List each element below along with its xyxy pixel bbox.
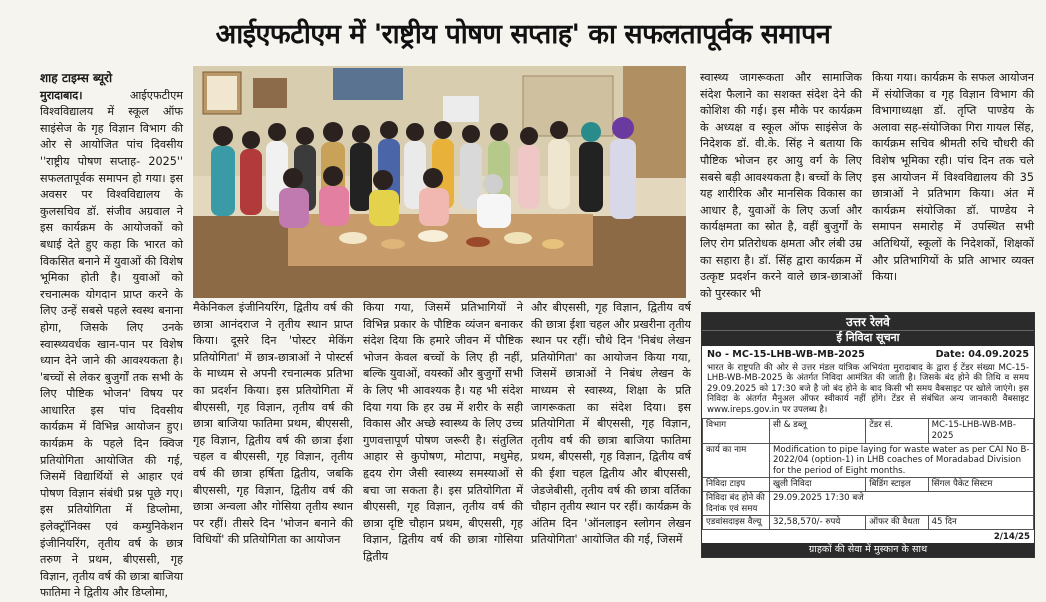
- table-row: [703, 492, 1034, 516]
- article-column-2: [193, 300, 353, 558]
- table-cell: ऑफर की वैधता: [866, 516, 928, 530]
- table-cell: खुली निविदा: [769, 478, 865, 492]
- dateline: मुरादाबाद।: [40, 88, 83, 102]
- table-cell: Modification to pipe laying for waste water as per CAI No B-2022/04 (option-1) in LHB coaches of Moradabad Division for the period of Eight months.: [769, 443, 1033, 478]
- event-photo: [193, 66, 686, 298]
- notice-table: [702, 418, 1034, 529]
- column-1-text: आईएफटीएम विश्वविद्यालय में स्कूल ऑफ साइंसेज के गृह विज्ञान विभाग की ओर से आयोजित पांच दिवसीय ''राष्ट्रीय पोषण सप्ताह- 2025'' सफलतापूर्वक समापन हो गया। इस अवसर पर विश्वविद्यालय के कुलसचिव डॉ. संजीव अग्रवाल ने इस कार्यक्रम के आयोजकों को बधाई देते हुए कहा कि भारत को विकसित बनाने में युवाओं की विशेष भूमिका होती है। युवाओं को रचनात्मक योगदान प्राप्त करने के लिए उन्हें सबसे पहले स्वस्थ बनाना होगा, जिसके लिए उनके स्वास्थ्यवर्धक खान-पान पर विशेष ध्यान देने जाने की आवश्यकता है। 'बच्चों से लेकर बुजुर्गों तक सभी के लिए पौष्टिक भोजन' विषय पर आधारित इस पांच दिवसीय कार्यक्रम में विभिन्न आयोजन हुए। कार्यक्रम के पहले दिन क्विज प्रतियोगिता आयोजित की गई, जिसमें विद्यार्थियों से आहार एवं पोषण विज्ञान संबंधी प्रश्न पूछे गए। इस प्रतियोगिता में डिप्लोमा, इलेक्ट्रॉनिक्स एवं कम्युनिकेशन इंजीनियरिंग, तृतीय वर्ष के छात्र तरुण ने प्रथम, बीएससी, गृह विज्ञान, तृतीय वर्ष की छात्रा बाजिया फातिमा ने द्वितीय और डिप्लोमा,: [40, 88, 183, 600]
- table-row: [703, 443, 1034, 478]
- table-row: [703, 478, 1034, 492]
- article-column-3: [363, 300, 523, 563]
- table-cell: निविदा टाइप: [703, 478, 770, 492]
- table-cell: 32,58,570/- रुपये: [769, 516, 865, 530]
- table-cell: 29.09.2025 17:30 बजे: [769, 492, 1033, 516]
- column-5-text: स्वास्थ्य जागरूकता और सामाजिक संदेश फैलाने का सशक्त संदेश देने की कोशिश की गई। इस मौके पर कार्यक्रम के अध्यक्ष व स्कूल ऑफ साइंसेज के निदेशक डॉ. वी.के. सिंह ने बताया कि पौष्टिक भोजन हर आयु वर्ग के लिए सबसे बड़ी आवश्यकता है। बच्चों के लिए यह शारीरिक और मानसिक विकास का आधार है, युवाओं के लिए ऊर्जा और कार्यक्षमता का स्रोत है, वहीं बुजुर्गों के लिए रोग प्रतिरोधक क्षमता और लंबी उम्र का सहारा है। डॉ. सिंह द्वारा कार्यक्रम में उत्कृष्ट प्रदर्शन करने वाले छात्र-छात्राओं को पुरस्कार भी: [700, 71, 862, 300]
- table-cell: बिडिंग स्टाइल: [866, 478, 928, 492]
- table-cell: निविदा बंद होने की दिनांक एवं समय: [703, 492, 770, 516]
- table-cell: MC-15-LHB-WB-MB-2025: [928, 419, 1033, 443]
- byline: शाह टाइम्स ब्यूरो: [40, 71, 113, 85]
- notice-date: Date: 04.09.2025: [935, 349, 1029, 360]
- column-4-text: और बीएससी, गृह विज्ञान, द्वितीय वर्ष की छात्रा ईशा चहल और प्रखरीना तृतीय स्थान पर रहीं। चौथे दिन 'निबंध लेखन प्रतियोगिता' का आयोजन किया गया, जिसमें छात्राओं ने निबंध लेखन के माध्यम से स्वास्थ्य, शिक्षा के प्रति जागरूकता का संदेश दिया। इस प्रतियोगिता में बीएससी, गृह विज्ञान, तृतीय वर्ष की छात्रा बाजिया फातिमा प्रथम, बीएससी, गृह विज्ञान, द्वितीय वर्ष की ईशा चहल द्वितीय और बीएससी, जेडजेबीसी, तृतीय वर्ष की छात्रा वर्तिका चौहान तृतीय स्थान पर रहीं। कार्यक्रम के अंतिम दिन 'ऑनलाइन स्लोगन लेखन प्रतियोगिता' आयोजित की गई, जिसमें: [531, 301, 691, 547]
- notice-body: भारत के राष्ट्रपति की ओर से उत्तर मंडल यांत्रिक अभियंता मुरादाबाद के द्वारा ई टेंडर संख्या MC-15-LHB-WB-MB-2025 के अंतर्गत निविदा आमंत्रित की जाती है। जिसके बंद होने की तिथि व समय 29.09.2025 को 17:30 बजे है जो बंद होने के बाद किसी भी समय वैबसाइट पर खोले जाएंगे। इस निविदा के अंतर्गत मैनुअल ऑफर स्वीकार्य नहीं होंगे। टेंडर से संबंधित अन्य जानकारी वैबसाइट www.ireps.gov.in पर उपलब्ध है।: [707, 362, 1029, 415]
- table-cell: विभाग: [703, 419, 770, 443]
- tender-notice: [701, 312, 1035, 558]
- article-column-5: [700, 70, 862, 304]
- table-cell: टेंडर सं.: [866, 419, 928, 443]
- table-cell: एडवांसदाइस वैल्यू: [703, 516, 770, 530]
- article-column-6: [872, 70, 1034, 304]
- table-row: [703, 419, 1034, 443]
- table-row: [703, 516, 1034, 530]
- table-cell: कार्य का नाम: [703, 443, 770, 478]
- article-column-4: [531, 300, 691, 558]
- notice-footer: ग्राहकों की सेवा में मुस्कान के साथ: [702, 543, 1034, 557]
- column-6-text: किया गया। कार्यक्रम के सफल आयोजन में संयोजिका व गृह विज्ञान विभाग की विभागाध्यक्षा डॉ. तृप्ति पाण्डेय के अलावा सह-संयोजिका गिरा गायल सिंह, कार्यक्रम सचिव श्रीमती रुचि चौधरी की विशेष भूमिका रही। पांच दिन तक चले इस आयोजन में विश्वविद्यालय की 35 छात्राओं ने प्रतिभाग किया। अंत में कार्यक्रम संयोजिका डॉ. पाण्डेय ने समापन समारोह में उपस्थित सभी अतिथियों, स्कूलों के निदेशकों, शिक्षकों और प्रतिभागियों के प्रति आभार व्यक्त किया।: [872, 71, 1034, 284]
- article-column-1: [40, 70, 183, 600]
- column-3-text: किया गया, जिसमें प्रतिभागियों ने विभिन्न प्रकार के पौष्टिक व्यंजन बनाकर संदेश दिया कि हमारे जीवन में पौष्टिक भोजन केवल बच्चों के लिए ही नहीं, बल्कि युवाओं, वयस्कों और बुजुर्गों सभी के लिए भी आवश्यक है। यह भी संदेश दिया गया कि हर उम्र में शरीर के सही विकास और अच्छे स्वास्थ्य के लिए उच्च गुणवत्तापूर्ण पोषण जरूरी है। संतुलित आहार से कुपोषण, मोटापा, मधुमेह, हृदय रोग जैसी स्वास्थ्य समस्याओं से बचा जा सकता है। इस प्रतियोगिता में बीएससी, गृह विज्ञान, तृतीय वर्ष की छात्रा दृष्टि चौहान प्रथम, बीएससी, गृह विज्ञान, द्वितीय वर्ष की छात्रा गोसिया द्वितीय: [363, 301, 523, 563]
- table-cell: 45 दिन: [928, 516, 1033, 530]
- table-cell: सिंगल पैकेट सिस्टम: [928, 478, 1033, 492]
- column-2-text: मैकेनिकल इंजीनियरिंग, द्वितीय वर्ष की छात्रा आनंदराज ने तृतीय स्थान प्राप्त किया। दूसरे दिन 'पोस्टर मेकिंग प्रतियोगिता' में छात्र-छात्राओं ने पोस्टर्स के माध्यम से अपनी रचनात्मक प्रतिभा का प्रदर्शन किया। इस प्रतियोगिता में बीएससी, गृह विज्ञान, तृतीय वर्ष की छात्रा बाजिया फातिमा प्रथम, बीएससी, गृह विज्ञान, द्वितीय वर्ष की छात्रा ईशा चहल व बीएससी, गृह विज्ञान, तृतीय वर्ष की छात्रा हर्षिता द्वितीय, जबकि बीएससी, गृह विज्ञान, द्वितीय वर्ष की छात्रा अन्वला और गोसिया तृतीय स्थान पर रहीं। तीसरे दिन 'भोजन बनाने की विधियों' की प्रतियोगिता का आयोजन: [193, 301, 353, 547]
- notice-code: 2/14/25: [993, 531, 1030, 542]
- notice-ref-no: No - MC-15-LHB-WB-MB-2025: [707, 349, 865, 360]
- headline: आईएफटीएम में 'राष्ट्रीय पोषण सप्ताह' का सफलतापूर्वक समापन: [215, 18, 831, 50]
- notice-header: उत्तर रेलवे: [702, 313, 1034, 330]
- table-cell: सी & डब्लू: [769, 419, 865, 443]
- notice-subheader: ई निविदा सूचना: [702, 330, 1034, 346]
